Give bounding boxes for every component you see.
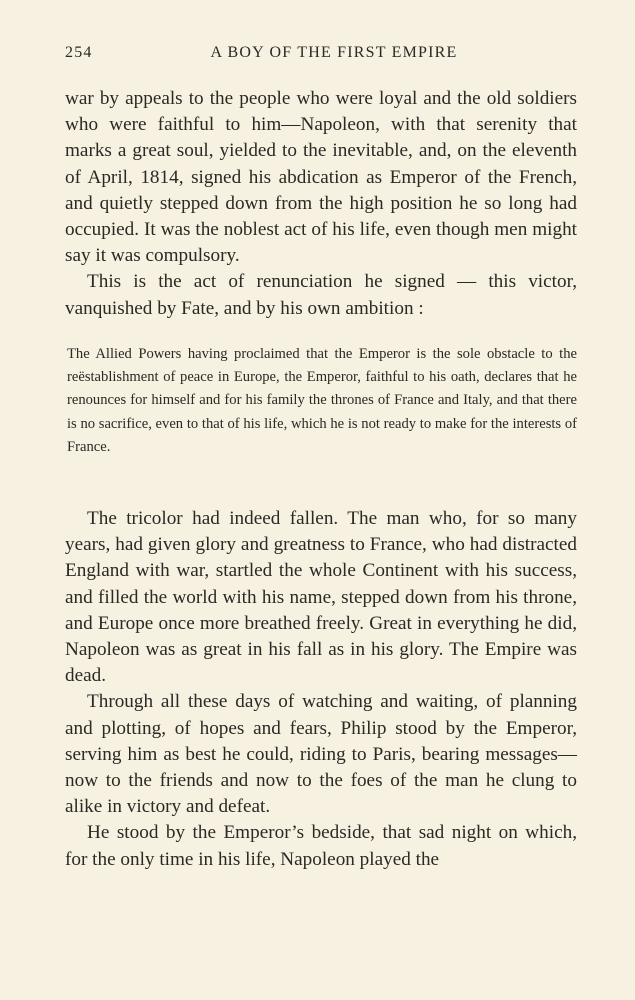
page-number: 254 [65, 44, 93, 61]
paragraph: war by appeals to the people who were loyal and the old soldiers who were faithful to him—Napoleon, with that serenity that marks a great soul, yielded to the inevitable, and, on the eleventh of April, 1814, signed his abdication as Emperor of the French, and quietly stepped down from the high position he so long had occupied. It was the noblest act of his life, even though men might say it was compulsory. [65, 88, 577, 267]
paragraph: The tricolor had indeed fallen. The man who, for so many years, had given glory and greatness to France, who had distracted England with war, startled the whole Continent with his success, and filled the world with his name, stepped down from his throne, and Europe once more breathed freely. Great in everything he did, Napoleon was as great in his fall as in his glory. The Empire was dead. [65, 508, 577, 687]
paragraph: He stood by the Emperor’s bedside, that sad night on which, for the only time in his life, Napoleon played the [65, 822, 577, 870]
paragraph: This is the act of renunciation he signed — this victor, vanquished by Fate, and by his own ambition : [65, 271, 577, 319]
running-title: A BOY OF THE FIRST EMPIRE [210, 44, 458, 61]
body-text-bottom [65, 506, 577, 873]
abdication-quote: The Allied Powers having proclaimed that the Emperor is the sole obstacle to the reëstablishment of peace in Europe, the Emperor, faithful to his oath, declares that he renounces for himself and for his family the thrones of France and Italy, and that there is no sacrifice, even to that of his life, which he is not ready to make for the interests of France. [67, 346, 577, 455]
body-text-top [65, 86, 577, 322]
page-header [65, 44, 577, 68]
paragraph: Through all these days of watching and waiting, of planning and plotting, of hopes and fears, Philip stood by the Emperor, serving him as best he could, riding to Paris, bearing messages—now to the friends and now to the foes of the man he clung to alike in victory and defeat. [65, 691, 577, 818]
